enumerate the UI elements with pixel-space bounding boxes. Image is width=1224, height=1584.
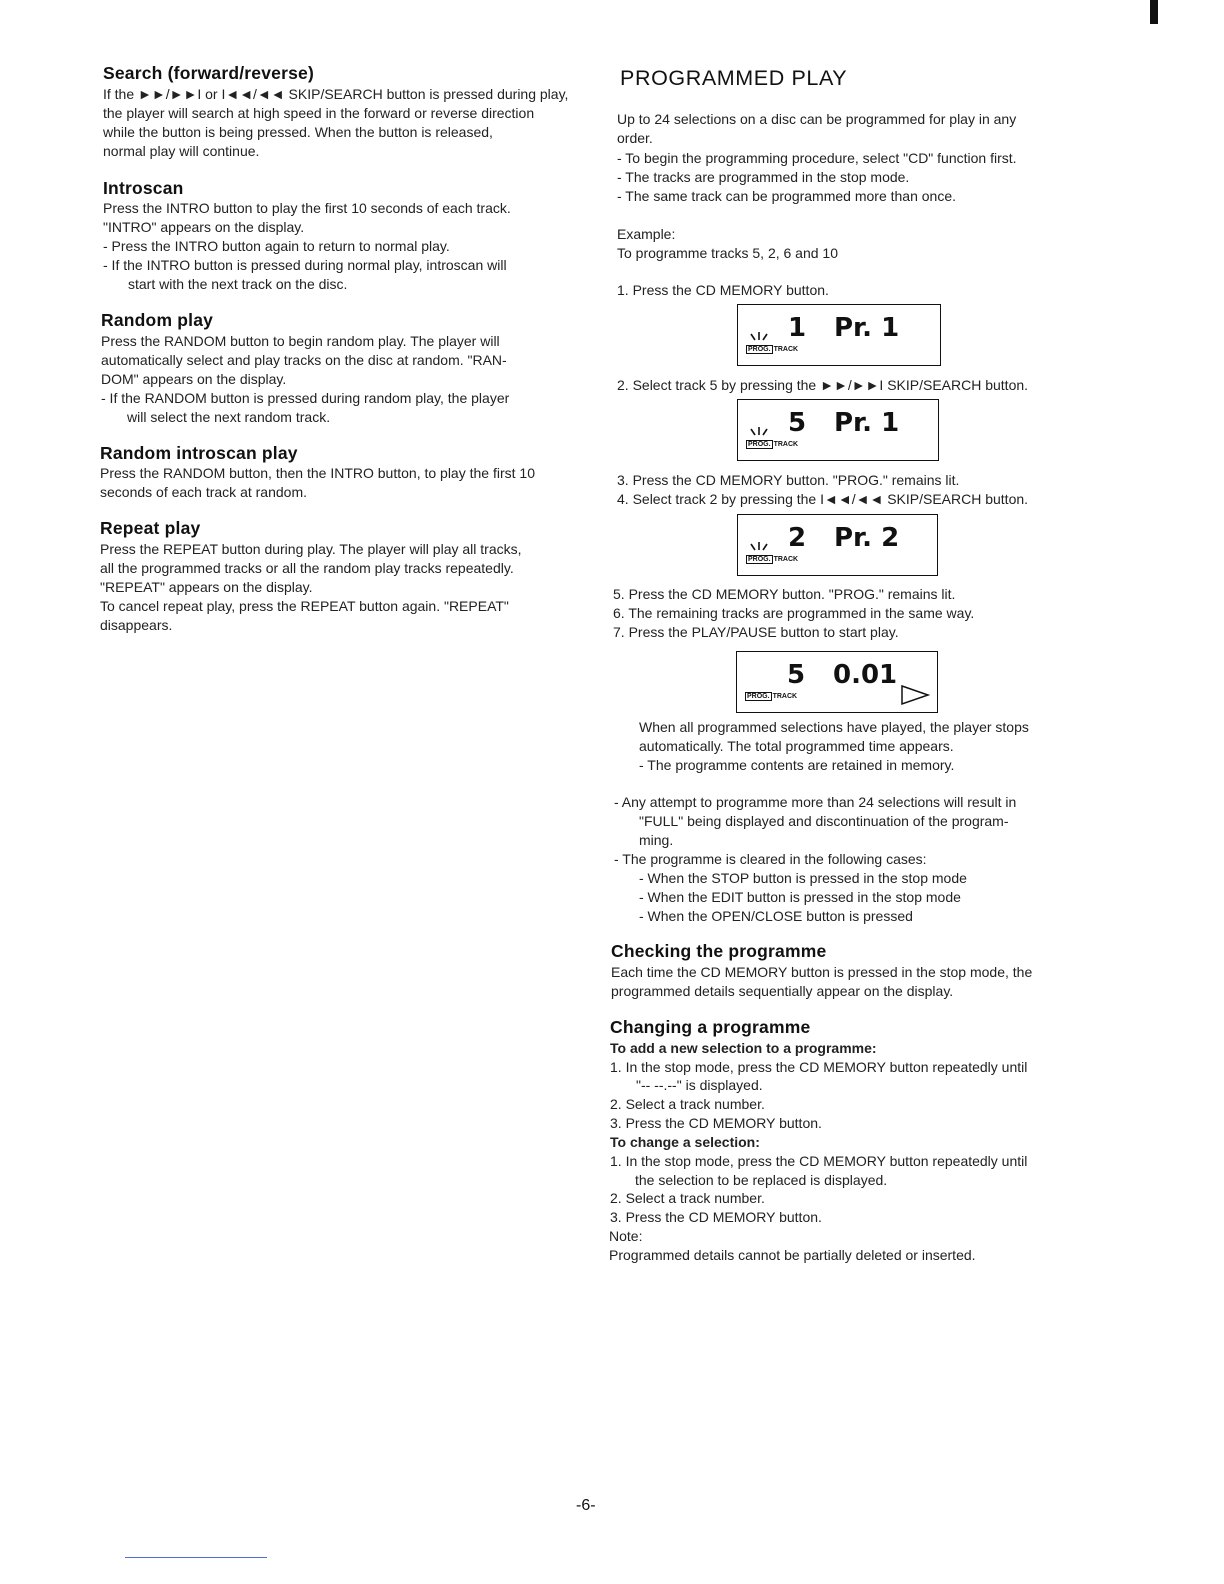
heading-random-play: Random play [101, 310, 214, 330]
add-line: 2. Select a track number. [610, 1096, 765, 1112]
step-4: 4. Select track 2 by pressing the I◄◄/◄◄ SKIP/SEARCH button. [617, 491, 1029, 507]
search-line: while the button is being pressed. When the button is released, [103, 124, 493, 140]
track-label: TRACK [773, 346, 799, 353]
heading-introscan: Introscan [103, 178, 184, 198]
search-line: the player will search at high speed in the forward or reverse direction [103, 105, 535, 121]
lcd-track-number: 5 [787, 660, 806, 690]
change-line: Programmed details cannot be partially deleted or inserted. [609, 1247, 976, 1263]
intro-line: - To begin the programming procedure, select "CD" function first. [617, 150, 1017, 166]
lcd-display [737, 304, 941, 366]
random-line: Press the RANDOM button to begin random play. The player will [101, 333, 500, 349]
after-line: automatically. The total programmed time appears. [639, 738, 954, 754]
add-line: "-- --.--" is displayed. [636, 1077, 763, 1093]
intro-line: - The tracks are programmed in the stop mode. [617, 169, 910, 185]
change-subheading: To change a selection: [610, 1134, 760, 1150]
page-number: -6- [576, 1497, 596, 1514]
after-line: - The programme contents are retained in memory. [639, 757, 955, 773]
page-edge-mark [1150, 0, 1158, 24]
heading-search: Search (forward/reverse) [103, 63, 315, 83]
blink-icon [749, 331, 769, 341]
lcd-display [737, 399, 939, 461]
heading-repeat-play: Repeat play [100, 518, 201, 538]
note-line: - Any attempt to programme more than 24 selections will result in [614, 794, 1017, 810]
track-label: TRACK [773, 441, 799, 448]
repeat-line: "REPEAT" appears on the display. [100, 579, 313, 595]
search-line: normal play will continue. [103, 143, 260, 159]
add-line: 1. In the stop mode, press the CD MEMORY button repeatedly until [610, 1059, 1028, 1075]
lcd-badge [746, 555, 798, 564]
random-intro-line: seconds of each track at random. [100, 484, 307, 500]
prog-badge: PROG. [748, 556, 771, 563]
example-line: Example: [617, 226, 676, 242]
lcd-badge [746, 345, 798, 354]
track-label: TRACK [772, 693, 798, 700]
search-line: If the ►►/►►I or I◄◄/◄◄ SKIP/SEARCH button is pressed during play, [103, 86, 569, 102]
page-title: PROGRAMMED PLAY [620, 66, 848, 90]
repeat-line: all the programmed tracks or all the random play tracks repeatedly. [100, 560, 514, 576]
note-line: - When the OPEN/CLOSE button is pressed [639, 908, 913, 924]
prog-badge: PROG. [747, 693, 770, 700]
introscan-line: start with the next track on the disc. [128, 276, 348, 292]
blink-icon [749, 541, 769, 551]
introscan-line: - If the INTRO button is pressed during normal play, introscan will [103, 257, 507, 273]
lcd-badge [746, 440, 798, 449]
introscan-line: Press the INTRO button to play the first 10 seconds of each track. [103, 200, 511, 216]
step-6: 6. The remaining tracks are programmed in the same way. [613, 605, 975, 621]
prog-badge: PROG. [748, 441, 771, 448]
intro-line: order. [617, 130, 653, 146]
note-line: - When the EDIT button is pressed in the stop mode [639, 889, 961, 905]
example-line: To programme tracks 5, 2, 6 and 10 [617, 245, 838, 261]
intro-line: - The same track can be programmed more than once. [617, 188, 957, 204]
random-line: - If the RANDOM button is pressed during random play, the player [101, 390, 510, 406]
play-icon [899, 684, 931, 706]
heading-checking: Checking the programme [611, 941, 827, 961]
note-line: - The programme is cleared in the following cases: [614, 851, 927, 867]
change-line: 1. In the stop mode, press the CD MEMORY button repeatedly until [610, 1153, 1028, 1169]
step-1: 1. Press the CD MEMORY button. [617, 282, 829, 298]
lcd-time: 0.01 [833, 660, 898, 690]
random-intro-line: Press the RANDOM button, then the INTRO button, to play the first 10 [100, 465, 535, 481]
heading-random-introscan: Random introscan play [100, 443, 298, 463]
add-line: 3. Press the CD MEMORY button. [610, 1115, 822, 1131]
note-line: - When the STOP button is pressed in the stop mode [639, 870, 967, 886]
random-line: will select the next random track. [127, 409, 331, 425]
step-5: 5. Press the CD MEMORY button. "PROG." remains lit. [613, 586, 956, 602]
lcd-program-number: Pr. 1 [834, 313, 900, 343]
intro-line: Up to 24 selections on a disc can be programmed for play in any [617, 111, 1017, 127]
lcd-display [736, 651, 938, 713]
footer-rule [125, 1557, 267, 1558]
lcd-program-number: Pr. 2 [834, 523, 900, 553]
repeat-line: Press the REPEAT button during play. The player will play all tracks, [100, 541, 522, 557]
change-line: 2. Select a track number. [610, 1190, 765, 1206]
note-line: "FULL" being displayed and discontinuation of the program- [639, 813, 1009, 829]
change-line: Note: [609, 1228, 643, 1244]
checking-line: programmed details sequentially appear on the display. [611, 983, 954, 999]
lcd-badge [745, 692, 797, 701]
track-label: TRACK [773, 556, 799, 563]
lcd-display [737, 514, 938, 576]
note-line: ming. [639, 832, 674, 848]
step-2: 2. Select track 5 by pressing the ►►/►►I SKIP/SEARCH button. [617, 377, 1029, 393]
prog-badge: PROG. [748, 346, 771, 353]
lcd-program-number: Pr. 1 [834, 408, 900, 438]
checking-line: Each time the CD MEMORY button is pressed in the stop mode, the [611, 964, 1033, 980]
introscan-line: - Press the INTRO button again to return to normal play. [103, 238, 450, 254]
change-line: 3. Press the CD MEMORY button. [610, 1209, 822, 1225]
add-subheading: To add a new selection to a programme: [610, 1040, 877, 1056]
step-3: 3. Press the CD MEMORY button. "PROG." remains lit. [617, 472, 960, 488]
after-line: When all programmed selections have played, the player stops [639, 719, 1029, 735]
lcd-track-number: 2 [788, 523, 807, 553]
step-7: 7. Press the PLAY/PAUSE button to start play. [613, 624, 899, 640]
random-line: automatically select and play tracks on the disc at random. "RAN- [101, 352, 507, 368]
introscan-line: "INTRO" appears on the display. [103, 219, 305, 235]
change-line: the selection to be replaced is displayed. [635, 1172, 888, 1188]
repeat-line: disappears. [100, 617, 173, 633]
lcd-track-number: 5 [788, 408, 807, 438]
lcd-track-number: 1 [788, 313, 807, 343]
heading-changing: Changing a programme [610, 1017, 811, 1037]
blink-icon [749, 426, 769, 436]
repeat-line: To cancel repeat play, press the REPEAT button again. "REPEAT" [100, 598, 509, 614]
random-line: DOM" appears on the display. [101, 371, 287, 387]
